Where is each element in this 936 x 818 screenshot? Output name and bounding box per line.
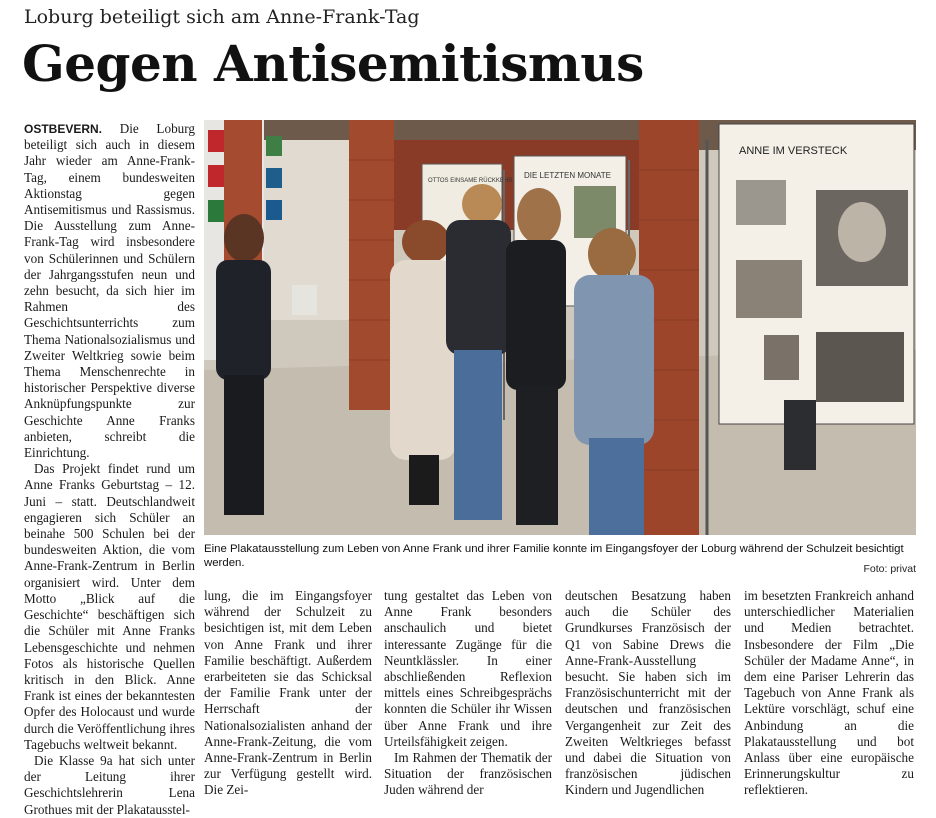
paragraph-col4: deutschen Besatzung haben auch die Schüler des Grundkurses Französisch der Q1 von Sabine Drews die Anne-Frank-Ausstellung besucht. Sie haben sich im Französischunterricht mit der deutschen und französischen Vergangenheit zur Zeit des Zweiten Weltkrieges befasst und dabei die Situation von französischen jüdischen Kindern und Jugendlichen: [565, 588, 731, 798]
article-column-5: [744, 588, 914, 798]
article-column-3: [384, 588, 552, 798]
article-column-1: [24, 121, 196, 817]
poster-middle-title: DIE LETZTEN MONATE: [524, 171, 611, 180]
article-column-2: [204, 588, 372, 798]
kicker: Loburg beteiligt sich am Anne-Frank-Tag: [24, 6, 420, 28]
article-column-4: [565, 588, 731, 798]
paragraph-2: Das Projekt findet rund um Anne Franks Geburtstag – 12. Juni – statt. Deutschlandweit engagieren sich Schüler an beinahe 500 Schulen bei der bundesweiten Aktion, die vom Anne-Frank-Zentrum in Berlin organisiert wird. Unter dem Motto „Blick auf die Geschichte“ beschäftigen sich die Schüler mit Anne Franks Lebensgeschichte und nehmen Fotos als historische Quellen kritisch in den Blick. Anne Frank ist eines der bekanntesten Opfer des Holocaust und wurde durch die Veröffentlichung ihres Tagebuchs weltweit bekannt.: [24, 461, 195, 752]
poster-left-title: OTTOS EINSAME RÜCKKEHR: [428, 178, 513, 184]
paragraph-col2: lung, die im Eingangsfoyer während der Schulzeit zu besichtigen ist, mit dem Leben von Anne Frank und ihrer Familie beschäftigt. Außerdem erarbeiteten sie das Schicksal der Familie Frank unter der Herrschaft der Nationalsozialisten anhand der Anne-Frank-Zeitung, die vom Anne-Frank-Zentrum in Berlin zur Verfügung gestellt wird. Die Zei-: [204, 588, 372, 798]
photo-caption: Eine Plakatausstellung zum Leben von Anne Frank und ihrer Familie konnte im Eingangsfoyer der Loburg während der Schulzeit besichtigt werden.: [204, 543, 904, 569]
poster-main-title: ANNE IM VERSTECK: [739, 145, 848, 157]
article-photo: [204, 120, 916, 535]
paragraph-3: Die Klasse 9a hat sich unter der Leitung ihrer Geschichtslehrerin Lena Grothues mit der Plakatausstel-: [24, 752, 195, 817]
paragraph-col5: im besetzten Frankreich anhand unterschiedlicher Materialien und Medien betrachtet. Insbesondere der Film „Die Schüler der Madame Anne“, in dem eine Pariser Lehrerin das Tagebuch von Anne Frank als Lektüre vorschlägt, schuf eine Anbindung an die Plakatausstellung und bot Anlass über eine europäische Erinnerungskultur zu reflektieren.: [744, 588, 914, 798]
paragraph-1: Die Loburg beteiligt sich auch in diesem Jahr wieder am Anne-Frank-Tag, einem bundesweiten Aktionstag gegen Antisemitismus und Rassismus. Die Ausstellung zum Anne-Frank-Tag wird insbesondere von Schülerinnen und Schülern der Jahrgangsstufen neun und zehn besucht, da sich hier im Rahmen des Geschichtsunterrichts zum Thema Nationalsozialismus und Zweiter Weltkrieg sowie beim Thema Menschenrechte in historischer Perspektive diverse Anknüpfungspunkte zur Geschichte Anne Franks anbieten, schreibt die Einrichtung.: [24, 121, 196, 461]
headline: Gegen Antisemitismus: [22, 34, 644, 93]
dateline: OSTBEVERN.: [24, 122, 103, 136]
paragraph-col3-1: tung gestaltet das Leben von Anne Frank besonders anschaulich und bietet interessante Zugänge für die Neuntklässler. In einer abschließenden Reflexion mittels eines Schreibgesprächs konnten die Schüler ihr Wissen über Anne Frank und ihre Urteilsfähigkeit zeigen.: [384, 588, 552, 749]
photo-credit: Foto: privat: [863, 563, 916, 575]
paragraph-col3-2: Im Rahmen der Thematik der Situation der französischen Juden während der: [384, 750, 552, 798]
